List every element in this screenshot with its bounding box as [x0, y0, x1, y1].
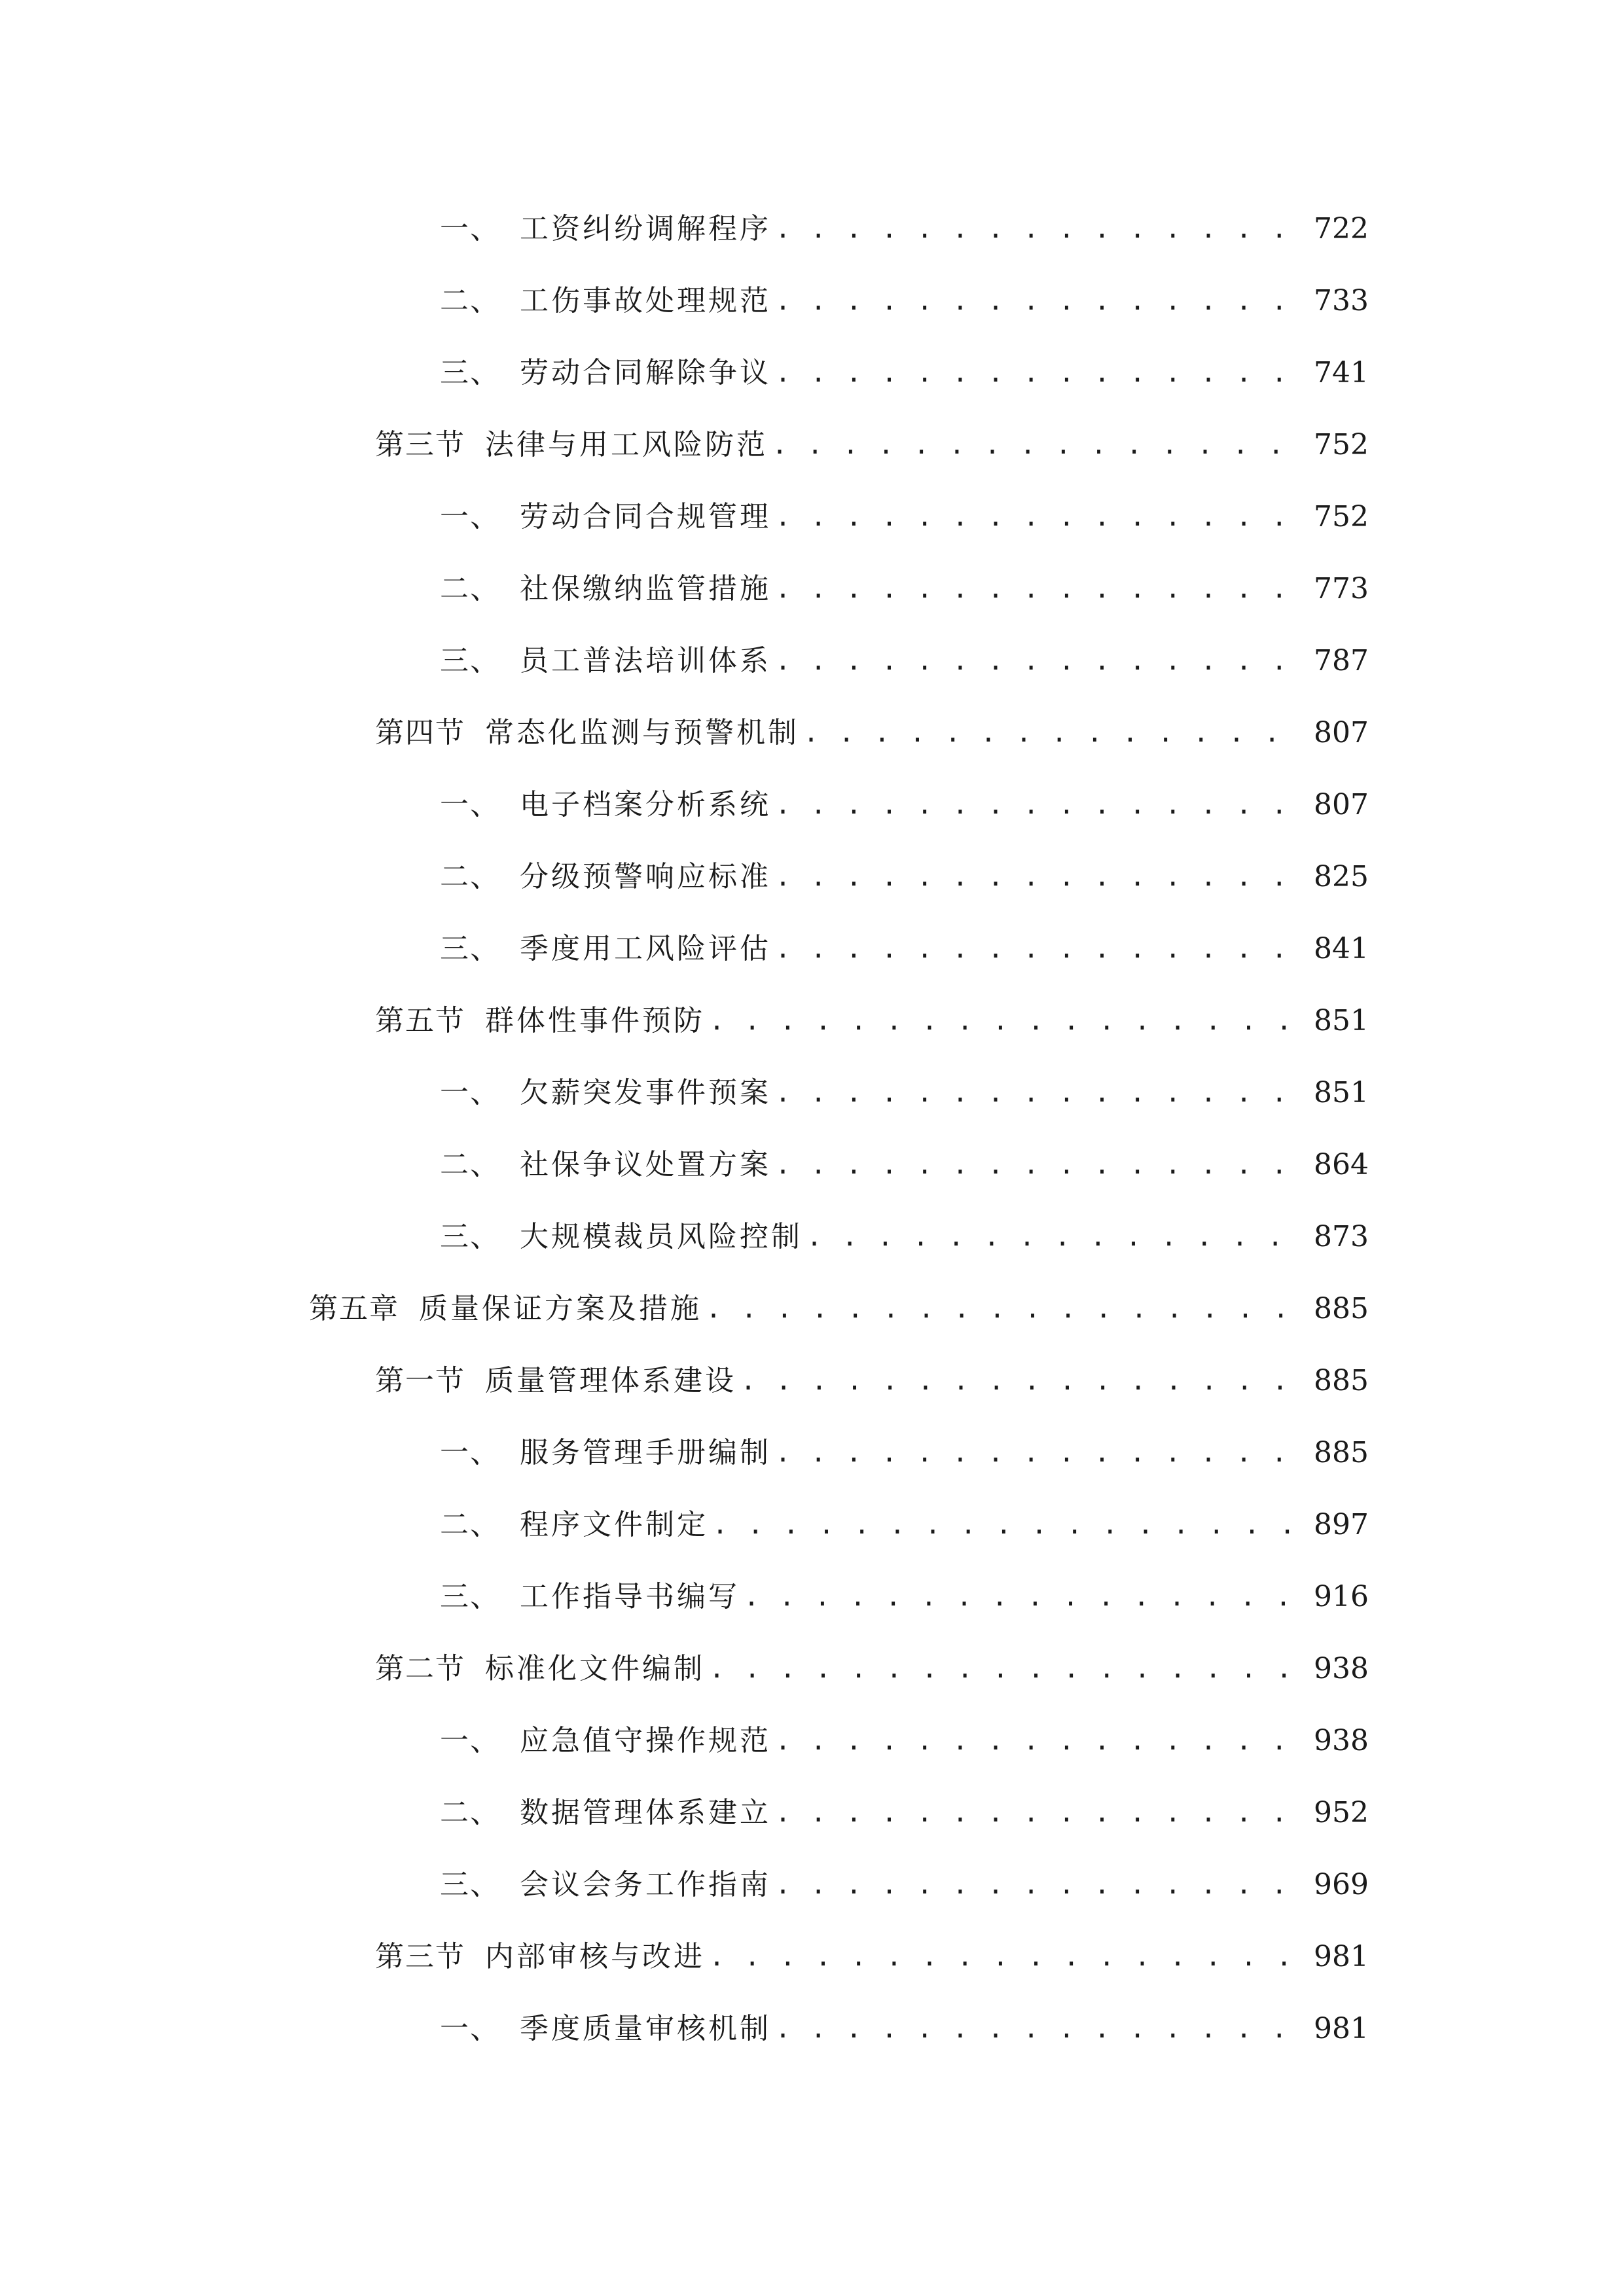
- dot-leader: [775, 491, 1303, 543]
- toc-entry-title: 内部审核与改进: [485, 1940, 705, 1973]
- toc-entry[interactable]: [440, 779, 1369, 831]
- dot-leader: [744, 1571, 1303, 1623]
- toc-entry-title: 标准化文件编制: [485, 1652, 705, 1685]
- toc-entry-number: 二、: [440, 284, 500, 317]
- toc-entry-page: 722: [1314, 212, 1369, 245]
- toc-entry-title: 法律与用工风险防范: [485, 428, 768, 461]
- toc-entry-page: 938: [1314, 1724, 1369, 1757]
- dot-leader: [706, 1283, 1303, 1335]
- dot-leader: [740, 1355, 1303, 1407]
- toc-entry-title: 会议会务工作指南: [520, 1868, 771, 1901]
- dot-leader: [709, 995, 1303, 1047]
- dot-leader: [775, 563, 1303, 615]
- toc-entry[interactable]: [440, 203, 1369, 255]
- toc-entry-number: 一、: [440, 1724, 500, 1757]
- toc-entry-page: 981: [1314, 2012, 1369, 2045]
- toc-entry[interactable]: [440, 491, 1369, 543]
- toc-entry-title: 劳动合同合规管理: [520, 500, 771, 533]
- toc-entry-number: 三、: [440, 1868, 500, 1901]
- dot-leader: [775, 1715, 1303, 1767]
- toc-entry-number: 第五节: [375, 1004, 465, 1037]
- toc-entry-title: 欠薪突发事件预案: [520, 1076, 771, 1109]
- toc-entry-title: 工资纠纷调解程序: [520, 212, 771, 245]
- toc-entry-title: 常态化监测与预警机制: [485, 716, 799, 749]
- toc-entry-title: 服务管理手册编制: [520, 1436, 771, 1469]
- toc-entry-title: 电子档案分析系统: [520, 788, 771, 821]
- toc-entry-title: 季度用工风险评估: [520, 932, 771, 965]
- toc-entry-page: 851: [1314, 1004, 1369, 1037]
- toc-entry[interactable]: [375, 1355, 1369, 1407]
- toc-entry-page: 825: [1314, 860, 1369, 893]
- toc-entry-number: 二、: [440, 1796, 500, 1829]
- dot-leader: [775, 275, 1303, 327]
- toc-entry-title: 应急值守操作规范: [520, 1724, 771, 1757]
- toc-entry-page: 752: [1314, 500, 1369, 533]
- dot-leader: [775, 1787, 1303, 1839]
- toc-entry[interactable]: [440, 1427, 1369, 1479]
- toc-entry-number: 二、: [440, 860, 500, 893]
- toc-entry-page: 841: [1314, 932, 1369, 965]
- toc-entry[interactable]: [375, 995, 1369, 1047]
- toc-entry-title: 工伤事故处理规范: [520, 284, 771, 317]
- toc-entry[interactable]: [375, 419, 1369, 471]
- toc-entry-number: 二、: [440, 572, 500, 605]
- dot-leader: [803, 707, 1303, 759]
- toc-entry-title: 劳动合同解除争议: [520, 356, 771, 389]
- dot-leader: [775, 203, 1303, 255]
- dot-leader: [775, 635, 1303, 687]
- toc-entry[interactable]: [440, 1499, 1369, 1551]
- toc-entry-title: 质量管理体系建设: [485, 1364, 736, 1397]
- dot-leader: [712, 1499, 1303, 1551]
- toc-entry-number: 第三节: [375, 1940, 465, 1973]
- toc-entry-title: 社保缴纳监管措施: [520, 572, 771, 605]
- toc-entry-number: 第四节: [375, 716, 465, 749]
- dot-leader: [775, 1067, 1303, 1119]
- toc-entry-title: 质量保证方案及措施: [419, 1292, 702, 1325]
- toc-entry[interactable]: [440, 1787, 1369, 1839]
- toc-entry-page: 969: [1314, 1868, 1369, 1901]
- toc-entry-title: 程序文件制定: [520, 1508, 708, 1541]
- toc-entry-number: 一、: [440, 500, 500, 533]
- toc-entry[interactable]: [375, 707, 1369, 759]
- toc-entry-page: 741: [1314, 356, 1369, 389]
- toc-entry-page: 864: [1314, 1148, 1369, 1181]
- toc-entry[interactable]: [440, 1859, 1369, 1911]
- dot-leader: [775, 1859, 1303, 1911]
- dot-leader: [709, 1643, 1303, 1695]
- toc-entry-number: 第三节: [375, 428, 465, 461]
- toc-entry-number: 一、: [440, 212, 500, 245]
- toc-entry-number: 三、: [440, 644, 500, 677]
- toc-entry-number: 三、: [440, 1220, 500, 1253]
- toc-entry-title: 群体性事件预防: [485, 1004, 705, 1037]
- toc-entry-page: 807: [1314, 788, 1369, 821]
- dot-leader: [775, 1427, 1303, 1479]
- toc-entry-number: 一、: [440, 1436, 500, 1469]
- toc-entry[interactable]: [440, 635, 1369, 687]
- dot-leader: [775, 1139, 1303, 1191]
- toc-entry-number: 第二节: [375, 1652, 465, 1685]
- toc-entry-page: 773: [1314, 572, 1369, 605]
- toc-entry-page: 851: [1314, 1076, 1369, 1109]
- toc-entry-title: 工作指导书编写: [520, 1580, 740, 1613]
- dot-leader: [775, 347, 1303, 399]
- toc-entry-number: 一、: [440, 2012, 500, 2045]
- toc-entry[interactable]: [440, 923, 1369, 975]
- toc-entry-number: 三、: [440, 356, 500, 389]
- toc-entry[interactable]: [440, 1211, 1369, 1263]
- toc-entry-page: 981: [1314, 1940, 1369, 1973]
- toc-entry-title: 分级预警响应标准: [520, 860, 771, 893]
- toc-entry-title: 大规模裁员风险控制: [520, 1220, 803, 1253]
- toc-entry-number: 三、: [440, 1580, 500, 1613]
- dot-leader: [775, 923, 1303, 975]
- toc-entry-page: 873: [1314, 1220, 1369, 1253]
- dot-leader: [806, 1211, 1303, 1263]
- toc-entry-number: 一、: [440, 788, 500, 821]
- toc-entry[interactable]: [440, 1571, 1369, 1623]
- toc-entry[interactable]: [440, 275, 1369, 327]
- toc-entry-page: 807: [1314, 716, 1369, 749]
- toc-entry-page: 938: [1314, 1652, 1369, 1685]
- toc-entry-number: 二、: [440, 1508, 500, 1541]
- toc-entry[interactable]: [440, 1139, 1369, 1191]
- toc-entry[interactable]: [440, 1715, 1369, 1767]
- toc-entry-title: 数据管理体系建立: [520, 1796, 771, 1829]
- toc-entry[interactable]: [375, 1643, 1369, 1695]
- toc-entry-page: 885: [1314, 1364, 1369, 1397]
- toc-entry-number: 第一节: [375, 1364, 465, 1397]
- toc-entry-number: 第五章: [309, 1292, 399, 1325]
- toc-entry-number: 三、: [440, 932, 500, 965]
- toc-entry-page: 885: [1314, 1436, 1369, 1469]
- toc-entry-title: 员工普法培训体系: [520, 644, 771, 677]
- toc-entry-title: 季度质量审核机制: [520, 2012, 771, 2045]
- dot-leader: [775, 851, 1303, 903]
- toc-entry-page: 733: [1314, 284, 1369, 317]
- toc-entry-page: 885: [1314, 1292, 1369, 1325]
- toc-entry-page: 787: [1314, 644, 1369, 677]
- dot-leader: [775, 2003, 1303, 2055]
- toc-entry-title: 社保争议处置方案: [520, 1148, 771, 1181]
- toc-entry[interactable]: [375, 1931, 1369, 1983]
- toc-entry-page: 916: [1314, 1580, 1369, 1613]
- toc-entry[interactable]: [440, 2003, 1369, 2055]
- toc-entry-page: 752: [1314, 428, 1369, 461]
- toc-entry[interactable]: [440, 563, 1369, 615]
- toc-entry[interactable]: [440, 1067, 1369, 1119]
- dot-leader: [772, 419, 1303, 471]
- toc-entry-page: 897: [1314, 1508, 1369, 1541]
- dot-leader: [709, 1931, 1303, 1983]
- toc-entry[interactable]: [440, 851, 1369, 903]
- toc-entry-number: 二、: [440, 1148, 500, 1181]
- toc-entry-number: 一、: [440, 1076, 500, 1109]
- toc-entry-page: 952: [1314, 1796, 1369, 1829]
- dot-leader: [775, 779, 1303, 831]
- toc-entry[interactable]: [309, 1283, 1369, 1335]
- toc-entry[interactable]: [440, 347, 1369, 399]
